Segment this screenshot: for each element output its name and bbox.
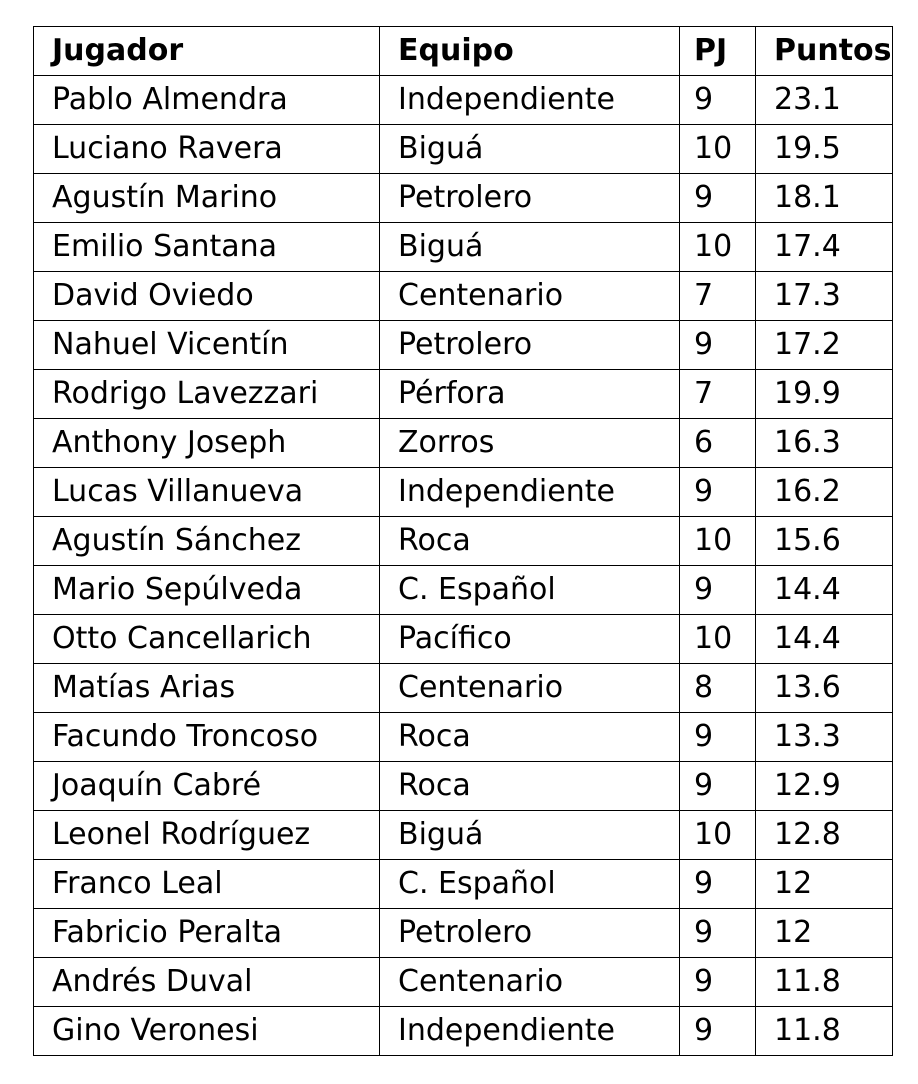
cell-jugador: Facundo Troncoso [34, 713, 380, 762]
table-row [34, 370, 893, 419]
cell-pj: 9 [680, 321, 756, 370]
cell-jugador: Nahuel Vicentín [34, 321, 380, 370]
cell-puntos: 15.6 [756, 517, 893, 566]
cell-equipo: Centenario [380, 958, 680, 1007]
cell-puntos: 19.5 [756, 125, 893, 174]
table-row [34, 1007, 893, 1056]
cell-pj: 9 [680, 76, 756, 125]
cell-puntos: 18.1 [756, 174, 893, 223]
cell-jugador: Otto Cancellarich [34, 615, 380, 664]
cell-puntos: 12 [756, 860, 893, 909]
cell-jugador: David Oviedo [34, 272, 380, 321]
cell-jugador: Mario Sepúlveda [34, 566, 380, 615]
header-jugador: Jugador [34, 27, 380, 76]
table-body [34, 76, 893, 1056]
cell-pj: 10 [680, 125, 756, 174]
cell-jugador: Luciano Ravera [34, 125, 380, 174]
cell-jugador: Franco Leal [34, 860, 380, 909]
cell-equipo: Roca [380, 762, 680, 811]
table-row [34, 468, 893, 517]
table-row [34, 566, 893, 615]
cell-pj: 9 [680, 468, 756, 517]
cell-equipo: Petrolero [380, 321, 680, 370]
table-row [34, 615, 893, 664]
cell-pj: 10 [680, 517, 756, 566]
cell-jugador: Fabricio Peralta [34, 909, 380, 958]
cell-puntos: 12.8 [756, 811, 893, 860]
cell-equipo: C. Español [380, 566, 680, 615]
cell-pj: 7 [680, 272, 756, 321]
cell-jugador: Emilio Santana [34, 223, 380, 272]
cell-puntos: 23.1 [756, 76, 893, 125]
cell-puntos: 12 [756, 909, 893, 958]
cell-pj: 9 [680, 860, 756, 909]
cell-puntos: 16.2 [756, 468, 893, 517]
cell-equipo: Roca [380, 517, 680, 566]
header-equipo: Equipo [380, 27, 680, 76]
cell-puntos: 17.4 [756, 223, 893, 272]
cell-equipo: Pacífico [380, 615, 680, 664]
cell-puntos: 11.8 [756, 958, 893, 1007]
cell-equipo: Zorros [380, 419, 680, 468]
cell-pj: 8 [680, 664, 756, 713]
cell-jugador: Pablo Almendra [34, 76, 380, 125]
cell-jugador: Matías Arias [34, 664, 380, 713]
player-stats-table [33, 26, 893, 1056]
table-row [34, 664, 893, 713]
cell-puntos: 11.8 [756, 1007, 893, 1056]
table-row [34, 125, 893, 174]
cell-puntos: 13.3 [756, 713, 893, 762]
cell-pj: 10 [680, 223, 756, 272]
table-row [34, 958, 893, 1007]
cell-pj: 6 [680, 419, 756, 468]
cell-pj: 10 [680, 615, 756, 664]
cell-pj: 9 [680, 909, 756, 958]
table-row [34, 860, 893, 909]
cell-puntos: 17.2 [756, 321, 893, 370]
table-row [34, 909, 893, 958]
cell-equipo: Independiente [380, 468, 680, 517]
table-row [34, 272, 893, 321]
cell-puntos: 14.4 [756, 566, 893, 615]
cell-equipo: Centenario [380, 664, 680, 713]
cell-jugador: Rodrigo Lavezzari [34, 370, 380, 419]
cell-equipo: Independiente [380, 1007, 680, 1056]
cell-equipo: Pérfora [380, 370, 680, 419]
cell-pj: 9 [680, 174, 756, 223]
cell-puntos: 12.9 [756, 762, 893, 811]
cell-jugador: Agustín Marino [34, 174, 380, 223]
cell-pj: 10 [680, 811, 756, 860]
header-puntos: Puntos [756, 27, 893, 76]
cell-equipo: Centenario [380, 272, 680, 321]
table-header-row [34, 27, 893, 76]
cell-pj: 9 [680, 713, 756, 762]
cell-puntos: 17.3 [756, 272, 893, 321]
cell-equipo: Petrolero [380, 909, 680, 958]
cell-equipo: Petrolero [380, 174, 680, 223]
table-row [34, 76, 893, 125]
cell-jugador: Gino Veronesi [34, 1007, 380, 1056]
table-row [34, 321, 893, 370]
header-pj: PJ [680, 27, 756, 76]
cell-jugador: Joaquín Cabré [34, 762, 380, 811]
cell-jugador: Anthony Joseph [34, 419, 380, 468]
cell-pj: 7 [680, 370, 756, 419]
table-row [34, 762, 893, 811]
table-row [34, 517, 893, 566]
cell-pj: 9 [680, 1007, 756, 1056]
cell-puntos: 14.4 [756, 615, 893, 664]
cell-pj: 9 [680, 762, 756, 811]
cell-equipo: C. Español [380, 860, 680, 909]
cell-equipo: Roca [380, 713, 680, 762]
table-row [34, 713, 893, 762]
cell-jugador: Leonel Rodríguez [34, 811, 380, 860]
cell-equipo: Biguá [380, 223, 680, 272]
table-row [34, 223, 893, 272]
cell-jugador: Andrés Duval [34, 958, 380, 1007]
cell-puntos: 13.6 [756, 664, 893, 713]
cell-pj: 9 [680, 958, 756, 1007]
cell-jugador: Lucas Villanueva [34, 468, 380, 517]
cell-puntos: 19.9 [756, 370, 893, 419]
cell-puntos: 16.3 [756, 419, 893, 468]
cell-equipo: Biguá [380, 811, 680, 860]
cell-equipo: Independiente [380, 76, 680, 125]
table-row [34, 174, 893, 223]
cell-pj: 9 [680, 566, 756, 615]
table-row [34, 811, 893, 860]
table-row [34, 419, 893, 468]
cell-equipo: Biguá [380, 125, 680, 174]
cell-jugador: Agustín Sánchez [34, 517, 380, 566]
